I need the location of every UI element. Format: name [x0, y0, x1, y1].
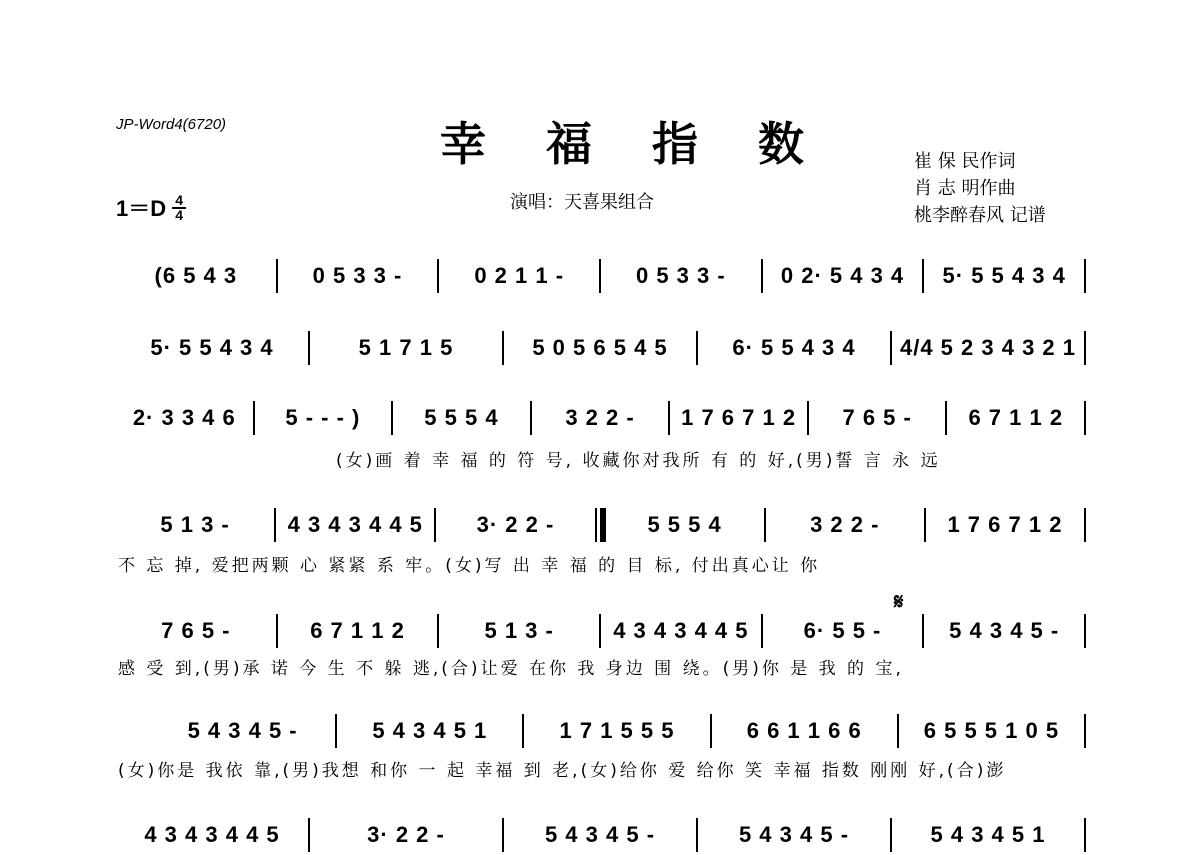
time-top: 4: [175, 191, 184, 208]
measure: 2· 3 3 4 6: [132, 405, 236, 430]
measure: 1 7 1 5 5 5: [559, 718, 675, 743]
measure: 5 5 5 4: [647, 512, 722, 537]
staff-row: [116, 611, 1086, 651]
measure: 5 - - - ): [285, 405, 361, 430]
measure: 7 6 5 -: [161, 618, 231, 643]
measure: 6· 5 5 -: [803, 618, 882, 643]
lyric-line: 不 忘 掉, 爱把两颗 心 紧紧 系 牢。(女)写 出 幸 福 的 目 标, 付出真心让 你: [118, 556, 821, 576]
measure: 3 2 2 -: [565, 405, 635, 430]
lyric-line: 感 受 到,(男)承 诺 今 生 不 躲 逃,(合)让爱 在你 我 身边 围 绕。(男)你 是 我 的 宝,: [118, 659, 904, 679]
staff-row: [116, 398, 1086, 438]
measure: 5 4 3 4 5 1: [930, 822, 1046, 847]
measure: 5 5 5 4: [424, 405, 499, 430]
measure: 5 4 3 4 5 1: [372, 718, 488, 743]
staff-row: [150, 711, 1086, 751]
measure: 0 2 1 1 -: [474, 263, 565, 288]
lyric-line: (女)画 着 幸 福 的 符 号, 收藏你对我所 有 的 好,(男)誓 言 永 远: [336, 451, 941, 471]
key-label: 1＝D: [116, 196, 167, 221]
measure: (6 5 4 3: [154, 263, 238, 288]
measure: 5 4 3 4 5 -: [544, 822, 656, 847]
measure: 6 7 1 1 2: [968, 405, 1064, 430]
measure: 5· 5 5 4 3 4: [150, 335, 274, 360]
measure: 5 1 3 -: [484, 618, 554, 643]
measure: 3· 2 2 -: [367, 822, 445, 847]
staff-row: [116, 815, 1086, 855]
composer-credit: 肖 志 明作曲: [914, 178, 1016, 199]
time-signature: [172, 191, 186, 223]
measure: 6· 5 5 4 3 4: [732, 335, 856, 360]
measure: 5 4 3 4 5 -: [738, 822, 850, 847]
measure: 6 7 1 1 2: [310, 618, 405, 643]
measure: 6 6 1 1 6 6: [746, 718, 862, 743]
measure: 3 2 2 -: [810, 512, 880, 537]
measure: 0 2· 5 4 3 4: [780, 263, 905, 288]
measure: 5· 5 5 4 3 4: [942, 263, 1066, 288]
measure: 1 7 6 7 1 2: [947, 512, 1063, 537]
measure: 4/4 5 2 3 4 3 2 1: [899, 335, 1077, 360]
measure: 1 7 6 7 1 2: [681, 405, 797, 430]
measure: 5 4 3 4 5 -: [187, 718, 298, 743]
measure: 4 3 4 3 4 4 5: [287, 512, 423, 537]
measure: 4 3 4 3 4 4 5: [613, 618, 749, 643]
measure: 0 5 3 3 -: [635, 263, 726, 288]
measure: 5 4 3 4 5 -: [949, 618, 1060, 643]
measure: 4 3 4 3 4 4 5: [144, 822, 280, 847]
measure: 6 5 5 5 1 0 5: [923, 718, 1060, 743]
staff-row: [116, 256, 1086, 296]
measure: 0 5 3 3 -: [312, 263, 403, 288]
staff-row: [116, 505, 1086, 545]
measure: 3· 2 2 -: [476, 512, 555, 537]
performer: 演唱：天喜果组合: [510, 192, 654, 213]
measure: 5 1 7 1 5: [358, 335, 454, 360]
time-bottom: 4: [175, 206, 184, 223]
measure: 5 1 3 -: [160, 512, 230, 537]
staff-row: [116, 328, 1086, 368]
transcriber-credit: 桃李醉春风 记谱: [914, 205, 1046, 226]
segno-sign: 𝄋: [894, 590, 904, 615]
lyricist-credit: 崔 保 民作词: [914, 151, 1016, 172]
software-label: JP-Word4(6720): [116, 116, 227, 133]
measure: 7 6 5 -: [842, 405, 912, 430]
song-title: 幸 福 指 数: [440, 117, 827, 171]
lyric-line: (女)你是 我依 靠,(男)我想 和你 一 起 幸福 到 老,(女)给你 爱 给你 笑 幸福 指数 刚刚 好,(合)澎: [118, 761, 1007, 781]
credits: [914, 148, 1046, 229]
measure: 5 0 5 6 5 4 5: [532, 335, 668, 360]
key-signature: [116, 192, 186, 223]
